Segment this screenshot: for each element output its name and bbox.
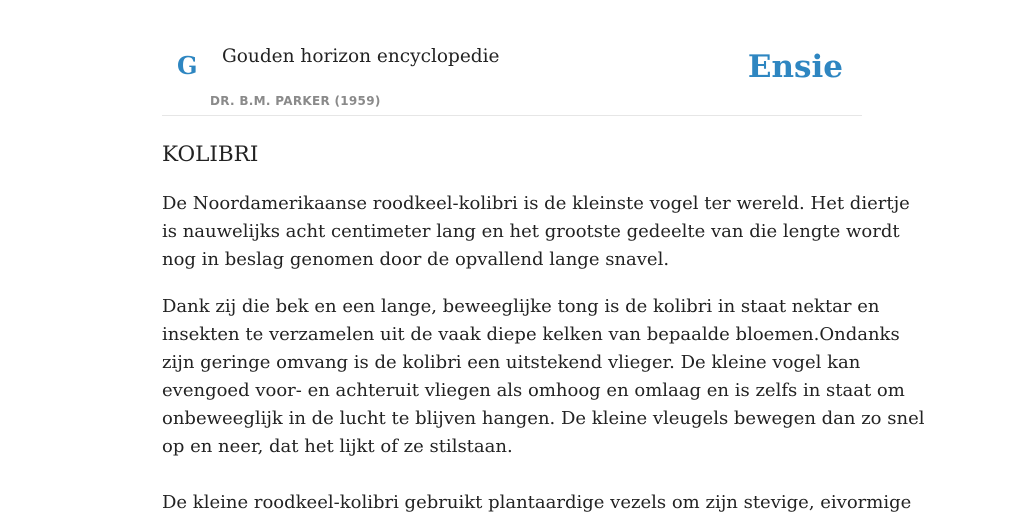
paragraph-line: De Noordamerikaanse roodkeel-kolibri is de kleinste vogel ter wereld. Het diertje — [162, 192, 910, 214]
paragraph-line: evengoed voor- en achteruit vliegen als omhoog en omlaag en is zelfs in staat om — [162, 379, 905, 401]
paragraph-line: nog in beslag genomen door de opvallend lange snavel. — [162, 248, 670, 270]
article-paragraph-1 — [162, 190, 910, 274]
article-title: KOLIBRI — [162, 142, 259, 167]
paragraph-line: op en neer, dat het lijkt of ze stilstaan. — [162, 435, 513, 457]
article-paragraph-2 — [162, 293, 925, 461]
paragraph-line: insekten te verzamelen uit de vaak diepe kelken van bepaalde bloemen.Ondanks — [162, 323, 900, 345]
header — [162, 0, 862, 116]
paragraph-line: is nauwelijks acht centimeter lang en het grootste gedeelte van die lengte wordt — [162, 220, 900, 242]
book-logo-icon[interactable]: G — [177, 51, 198, 80]
paragraph-line: zijn geringe omvang is de kolibri een uitstekend vlieger. De kleine vogel kan — [162, 351, 861, 373]
content-column — [162, 0, 925, 512]
article-paragraph-3 — [162, 489, 912, 512]
book-title-link[interactable]: Gouden horizon encyclopedie — [222, 46, 500, 67]
paragraph-line: Dank zij die bek en een lange, beweeglijke tong is de kolibri in staat nektar en — [162, 295, 880, 317]
author-label: DR. B.M. PARKER (1959) — [210, 94, 381, 108]
paragraph-line: onbeweeglijk in de lucht te blijven hangen. De kleine vleugels bewegen dan zo snel — [162, 407, 925, 429]
paragraph-line: De kleine roodkeel-kolibri gebruikt plantaardige vezels om zijn stevige, eivormige — [162, 491, 912, 512]
ensie-logo-link[interactable]: Ensie — [747, 49, 843, 85]
